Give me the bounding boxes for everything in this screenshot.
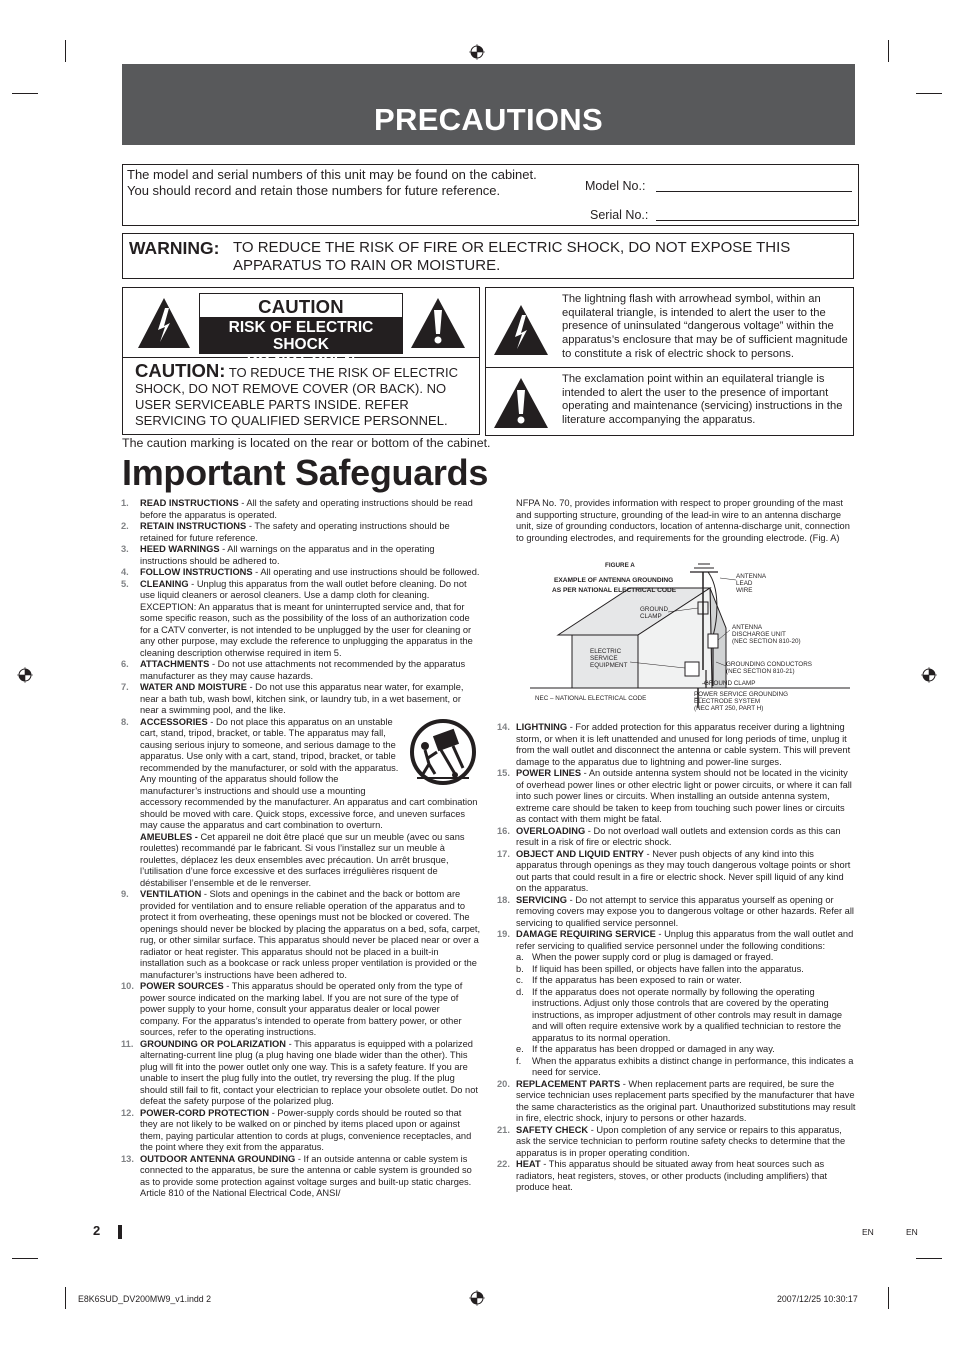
caution-marking-note: The caution marking is located on the rear or bottom of the cabinet. — [122, 436, 491, 450]
figure-caption-1: EXAMPLE OF ANTENNA GROUNDING — [554, 577, 674, 584]
exclamation-warning-icon — [492, 376, 550, 430]
ground-clamp-label: GROUND CLAMP — [640, 606, 668, 620]
divider — [486, 367, 853, 368]
list-item: 15. POWER LINES - An outside antenna system should not be located in the vicinity of overhead power lines or other electric light or power circuits, or where it can fall into such power lines or circuits. When installing an outside antenna system, extreme care should be taken to keep from touching such power lines or circuits as contact with them might be fatal. — [497, 768, 852, 824]
list-item: 16. OVERLOADING - Do not overload wall outlets and extension cords as this can result in a risk of fire or electric shock. — [497, 825, 841, 847]
file-slug: E8K6SUD_DV200MW9_v1.indd 2 — [78, 1294, 212, 1304]
lightning-symbol-text: The lightning flash with arrowhead symbol, within an equilateral triangle, is intended to alert the user to the presence of uninsulated “dangerous voltage” within the apparatus’s enclosure that may be of sufficient magnitude to constitute a risk of electric shock to persons. — [562, 293, 848, 360]
page-title: PRECAUTIONS — [374, 102, 603, 137]
item13-continued: NFPA No. 70, provides information with respect to proper grounding of the mast and supporting structure, grounding of the lead-in wire to an antenna discharge unit, size of grounding conductors, location of antenna-discharge unit, connection to grounding electrodes, and requirements for the grounding electrode. (Fig. A) — [516, 498, 850, 543]
list-item: 20. REPLACEMENT PARTS - When replacement parts are required, be sure the service technician uses replacement parts specified by the manufacturer that have the same characteristics as the original part. Unauthorized substitutions may result in fire, electric shock, injury to persons or other hazards. — [497, 1078, 856, 1123]
lightning-warning-icon — [492, 303, 550, 357]
page-number-bar — [118, 1225, 122, 1239]
language-tag: EN — [906, 1227, 918, 1237]
sub-item: f. When the apparatus exhibits a distinct change in performance, this indicates a need for service. — [516, 1055, 854, 1077]
model-number-line — [656, 191, 852, 192]
warning-text: TO REDUCE THE RISK OF FIRE OR ELECTRIC SHOCK, DO NOT EXPOSE THIS APPARATUS TO RAIN OR MOISTURE. — [233, 239, 791, 274]
caution-para-label: CAUTION: — [135, 360, 226, 381]
exclamation-symbol-text: The exclamation point within an equilateral triangle is intended to alert the user to the presence of important operating and maintenance (servicing) instructions in the literature accompanying the apparatus. — [562, 373, 843, 427]
warning-box — [122, 233, 854, 279]
list-item: 19. DAMAGE REQUIRING SERVICE - Unplug this apparatus from the wall outlet and refer servicing to qualified service personnel under the following conditions: a. When the power supply cord or plug is damaged or frayed. b. If liquid has been spilled, or objects have fallen into the apparatus. c. If the apparatus has been exposed to rain or water. d. If the apparatus does not operate normally by following the operating instructions. Adjust only those controls that are covered by the operating instructions, as improper adjustment of other controls may result in damage and will often require extensive work by a qualified technician to restore the apparatus to its normal operation. e. If the apparatus has been dropped or damaged in any way. f. When the apparatus exhibits a distinct change in performance, this indicates a need for service. — [497, 929, 856, 1079]
list-item: 11. GROUNDING OR POLARIZATION - This apparatus is equipped with a polarized alternating-current line plug (a plug having one blade wider than the other). This plug will fit into the power outlet only one way. This is a safety feature. If you are unable to insert the plug fully into the outlet, try reversing the plug. If the plug should still fail to fit, contact your electrician to replace your obsolete outlet. Do not defeat the safety purpose of the polarized plug. — [121, 1038, 478, 1106]
list-item: AMEUBLES - Cet appareil ne doit être placé que sur un meuble (avec ou sans roulettes) recommandé par le fabricant. Si vous l’installez sur un meuble à roulettes, déplacez les deux ensembles avec précaution. Un arrêt brusque, l’utilisation d’une force excessive et des surfaces irrégulières risquent de déstabiliser l’ensemble et de le renverser. — [140, 831, 465, 888]
caution-title: CAUTION — [258, 296, 344, 317]
registration-mark-icon — [469, 44, 485, 60]
page-number: 2 — [93, 1223, 101, 1238]
antenna-lead-label: ANTENNA LEAD WIRE — [736, 573, 767, 594]
list-item: 4. FOLLOW INSTRUCTIONS - All operating and use instructions should be followed. — [121, 567, 480, 577]
lightning-warning-icon — [136, 296, 192, 350]
grounding-conductors-label: GROUNDING CONDUCTORS (NEC SECTION 810-21) — [726, 661, 812, 675]
risk-line1: RISK OF ELECTRIC SHOCK — [228, 319, 374, 353]
list-item: 18. SERVICING - Do not attempt to service this apparatus yourself as opening or removing covers may expose you to dangerous voltage or other hazards. Refer all servicing to qualified service personnel. — [497, 894, 854, 928]
exclamation-warning-icon — [409, 296, 467, 350]
caution-para-text: TO REDUCE THE RISK OF ELECTRIC SHOCK, DO NOT REMOVE COVER (OR BACK). NO USER SERVICEABLE PARTS INSIDE. REFER SERVICING TO QUALIFIED SERVICE PERSONNEL. — [135, 365, 459, 428]
list-item: 17. OBJECT AND LIQUID ENTRY - Never push objects of any kind into this apparatus through openings as they may touch dangerous voltage points or short out parts that could result in a fire or electric shock. Never spill liquid of any kind on the apparatus. — [497, 848, 851, 893]
list-item: 9. VENTILATION - Slots and openings in the cabinet and the back or bottom are provided for ventilation and to ensure reliable operation of the apparatus and to protect it from overheating, these openings must not be blocked or covered. The openings should never be blocked by placing the apparatus on a bed, sofa, carpet, rug, or other similar surface. This apparatus should never be placed near or over a radiator or heat register. This apparatus should not be placed in a built-in installation such as a bookcase or rack unless proper ventilation is provided or the manufacturer’s instructions have been adhered to. — [121, 889, 481, 980]
header-banner — [122, 64, 855, 145]
model-note-line2: You should record and retain those numbers for future reference. — [127, 183, 501, 198]
list-item: 7. WATER AND MOISTURE - Do not use this apparatus near water, for example, near a bath tub, wash bowl, kitchen sink, or laundry tub, in a wet basement, or near a swimming pool, and the like. — [121, 682, 464, 715]
print-timestamp: 2007/12/25 10:30:17 — [777, 1294, 858, 1304]
sub-item: b. If liquid has been spilled, or objects have fallen into the apparatus. — [516, 963, 804, 974]
sub-item: c. If the apparatus has been exposed to rain or water. — [516, 975, 742, 985]
language-tag: EN — [862, 1227, 874, 1237]
warning-label: WARNING: — [129, 238, 220, 258]
figure-caption-2: AS PER NATIONAL ELECTRICAL CODE — [552, 587, 677, 594]
sub-item: e. If the apparatus has been dropped or damaged in any way. — [516, 1044, 775, 1054]
ground-clamp-2-label: GROUND CLAMP — [704, 680, 756, 687]
safeguards-title: Important Safeguards — [122, 452, 489, 493]
caution-label — [199, 293, 403, 370]
registration-mark-icon — [921, 667, 937, 683]
registration-mark-icon — [17, 667, 33, 683]
crop-mark — [916, 1258, 942, 1259]
list-item: 8. ACCESSORIES - Do not place this apparatus on an unstable cart, stand, tripod, bracket, or table. The apparatus may fall, causing serious injury to someone, and serious damage to the apparatus. Use only with a cart, stand, tripod, bracket, or table recommended by the manufacturer, or sold with the apparatus. Any mounting of the apparatus should follow the manufacturer’s instructions and should use a mounting accessory recommended by the manufacturer. An apparatus and cart combination should be moved with care. Quick stops, excessive force, and uneven surfaces may cause the apparatus and cart combination to overturn. — [121, 717, 481, 832]
figure-title: FIGURE A — [605, 562, 635, 569]
risk-line2: DO NOT OPEN — [246, 353, 356, 370]
left-column — [121, 498, 481, 1200]
list-item: 2. RETAIN INSTRUCTIONS - The safety and operating instructions should be retained for future reference. — [121, 521, 450, 543]
sub-item: d. If the apparatus does not operate normally by following the operating instructions. Adjust only those controls that are covered by the operating instructions, as improper adjustment of other controls may result in damage and will often require extensive work by a qualified technician to restore the apparatus to its normal operation. — [516, 986, 843, 1043]
crop-mark — [12, 1258, 38, 1259]
service-equipment-label: ELECTRIC SERVICE EQUIPMENT — [590, 648, 628, 669]
list-item: 13. OUTDOOR ANTENNA GROUNDING - If an outside antenna or cable system is connected to the apparatus, be sure the antenna or cable system is grounded so as to provide some protection against voltage surges and built-up static charges. Article 810 of the National Electrical Code, ANSI/ — [121, 1153, 472, 1198]
list-item: 21. SAFETY CHECK - Upon completion of any service or repairs to this apparatus, ask the service technician to perform routine safety checks to determine that the apparatus is in proper operating condition. — [497, 1124, 846, 1158]
list-item: 3. HEED WARNINGS - All warnings on the apparatus and in the operating instructions should be adhered to. — [121, 544, 435, 566]
cart-tipover-warning-icon — [405, 718, 481, 786]
serial-number-line — [656, 220, 856, 221]
crop-mark — [65, 40, 66, 62]
list-item: 5. CLEANING - Unplug this apparatus from the wall outlet before cleaning. Do not use liquid cleaners or aerosol cleaners. Use a damp cloth for cleaning. EXCEPTION: An apparatus that is meant for uninterrupted service and, that for some specific reason, such as the possibility of the loss of an authorization code for a CATV converter, is not intended to be unplugged by the user for cleaning or any other purpose, may exclude the reference to unplugging the apparatus in the cleaning description otherwise required in item 5. — [121, 578, 473, 658]
crop-mark — [888, 40, 889, 62]
registration-mark-icon — [469, 1290, 485, 1306]
list-item: 6. ATTACHMENTS - Do not use attachments not recommended by the apparatus manufacturer as they may cause hazards. — [121, 659, 466, 681]
model-number-label: Model No.: — [585, 179, 646, 193]
electrode-label: POWER SERVICE GROUNDING ELECTRODE SYSTEM (NEC ART 250, PART H) — [694, 691, 788, 712]
crop-mark — [888, 1287, 889, 1309]
discharge-unit-label: ANTENNA DISCHARGE UNIT (NEC SECTION 810-20) — [732, 624, 801, 645]
crop-mark — [12, 93, 38, 94]
risk-band — [200, 317, 402, 370]
crop-mark — [65, 1287, 66, 1309]
list-item: 10. POWER SOURCES - This apparatus should be operated only from the type of power source indicated on the marking label. If you are not sure of the type of power supply to your home, consult your apparatus dealer or local power company. For the apparatus’s intended to operate from battery power, or other sources, refer to the operating instructions. — [121, 981, 463, 1037]
list-item: 22. HEAT - This apparatus should be situated away from heat sources such as radiators, heat registers, stoves, or other products (including amplifiers) that produce heat. — [497, 1159, 828, 1192]
list-item: 1. READ INSTRUCTIONS - All the safety and operating instructions should be read before the apparatus is operated. — [121, 498, 473, 520]
list-item: 12. POWER-CORD PROTECTION - Power-supply cords should be routed so that they are not likely to be walked on or pinched by items placed upon or against them, paying particular attention to cords at plugs, convenience receptacles, and the point where they exit from the apparatus. — [121, 1107, 472, 1152]
nec-label: NEC – NATIONAL ELECTRICAL CODE — [535, 695, 647, 702]
model-serial-box — [122, 164, 859, 226]
antenna-grounding-figure — [530, 558, 850, 716]
list-item: 14. LIGHTNING - For added protection for this apparatus receiver during a lightning storm, or when it is left unattended and unused for long periods of time, unplug it from the wall outlet and disconnect the antenna or cable system. This will prevent damage to the apparatus due to lightning and power-line surges. — [497, 722, 851, 767]
model-note-line1: The model and serial numbers of this unit may be found on the cabinet. — [127, 167, 537, 182]
serial-number-label: Serial No.: — [590, 208, 649, 222]
right-column — [497, 722, 856, 1194]
sub-item: a. When the power supply cord or plug is damaged or frayed. — [516, 952, 774, 962]
crop-mark — [916, 93, 942, 94]
